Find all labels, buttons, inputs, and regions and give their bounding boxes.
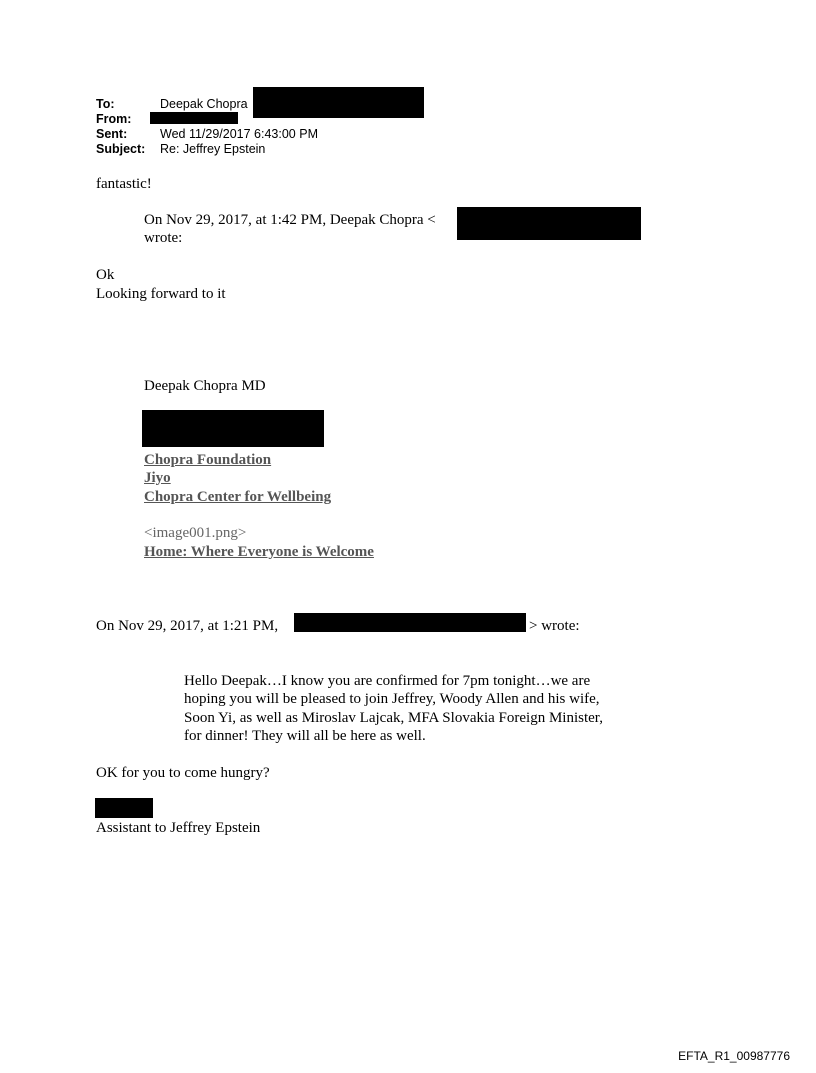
quote2-prefix: On Nov 29, 2017, at 1:21 PM, (96, 618, 279, 634)
link-home[interactable]: Home: Where Everyone is Welcome (144, 544, 374, 560)
redaction-from (150, 112, 238, 124)
ok-text: Ok (96, 267, 115, 283)
looking-forward-text: Looking forward to it (96, 286, 226, 302)
hello-line-4: for dinner! They will all be here as well. (184, 728, 426, 744)
subject-label: Subject: (96, 142, 146, 156)
redaction-chopra-email (457, 207, 641, 240)
assistant-title: Assistant to Jeffrey Epstein (96, 820, 261, 836)
document-id: EFTA_R1_00987776 (678, 1049, 790, 1063)
link-jiyo[interactable]: Jiyo (144, 470, 171, 486)
subject-value: Re: Jeffrey Epstein (160, 142, 266, 156)
image-placeholder: <image001.png> (144, 525, 247, 541)
hungry-text: OK for you to come hungry? (96, 765, 270, 781)
sent-label: Sent: (96, 127, 128, 141)
quote2-suffix: > wrote: (529, 618, 580, 634)
redaction-sender-email (294, 613, 526, 632)
to-label: To: (96, 97, 115, 111)
from-label: From: (96, 112, 132, 126)
hello-line-1: Hello Deepak…I know you are confirmed for 7pm tonight…we are (184, 673, 591, 689)
redaction-signature (142, 410, 324, 447)
to-value: Deepak Chopra (160, 97, 248, 111)
hello-line-2: hoping you will be pleased to join Jeffrey, Woody Allen and his wife, (184, 691, 600, 707)
quote1-line1: On Nov 29, 2017, at 1:42 PM, Deepak Chopra < (144, 212, 436, 228)
signature-name: Deepak Chopra MD (144, 378, 266, 394)
link-chopra-foundation[interactable]: Chopra Foundation (144, 452, 272, 468)
link-chopra-center[interactable]: Chopra Center for Wellbeing (144, 489, 332, 505)
hello-line-3: Soon Yi, as well as Miroslav Lajcak, MFA Slovakia Foreign Minister, (184, 710, 603, 726)
reply-text: fantastic! (96, 176, 152, 192)
redaction-assistant-name (95, 798, 153, 818)
sent-value: Wed 11/29/2017 6:43:00 PM (160, 127, 318, 141)
quote1-line2: wrote: (144, 230, 183, 246)
redaction-to-email (253, 87, 424, 118)
